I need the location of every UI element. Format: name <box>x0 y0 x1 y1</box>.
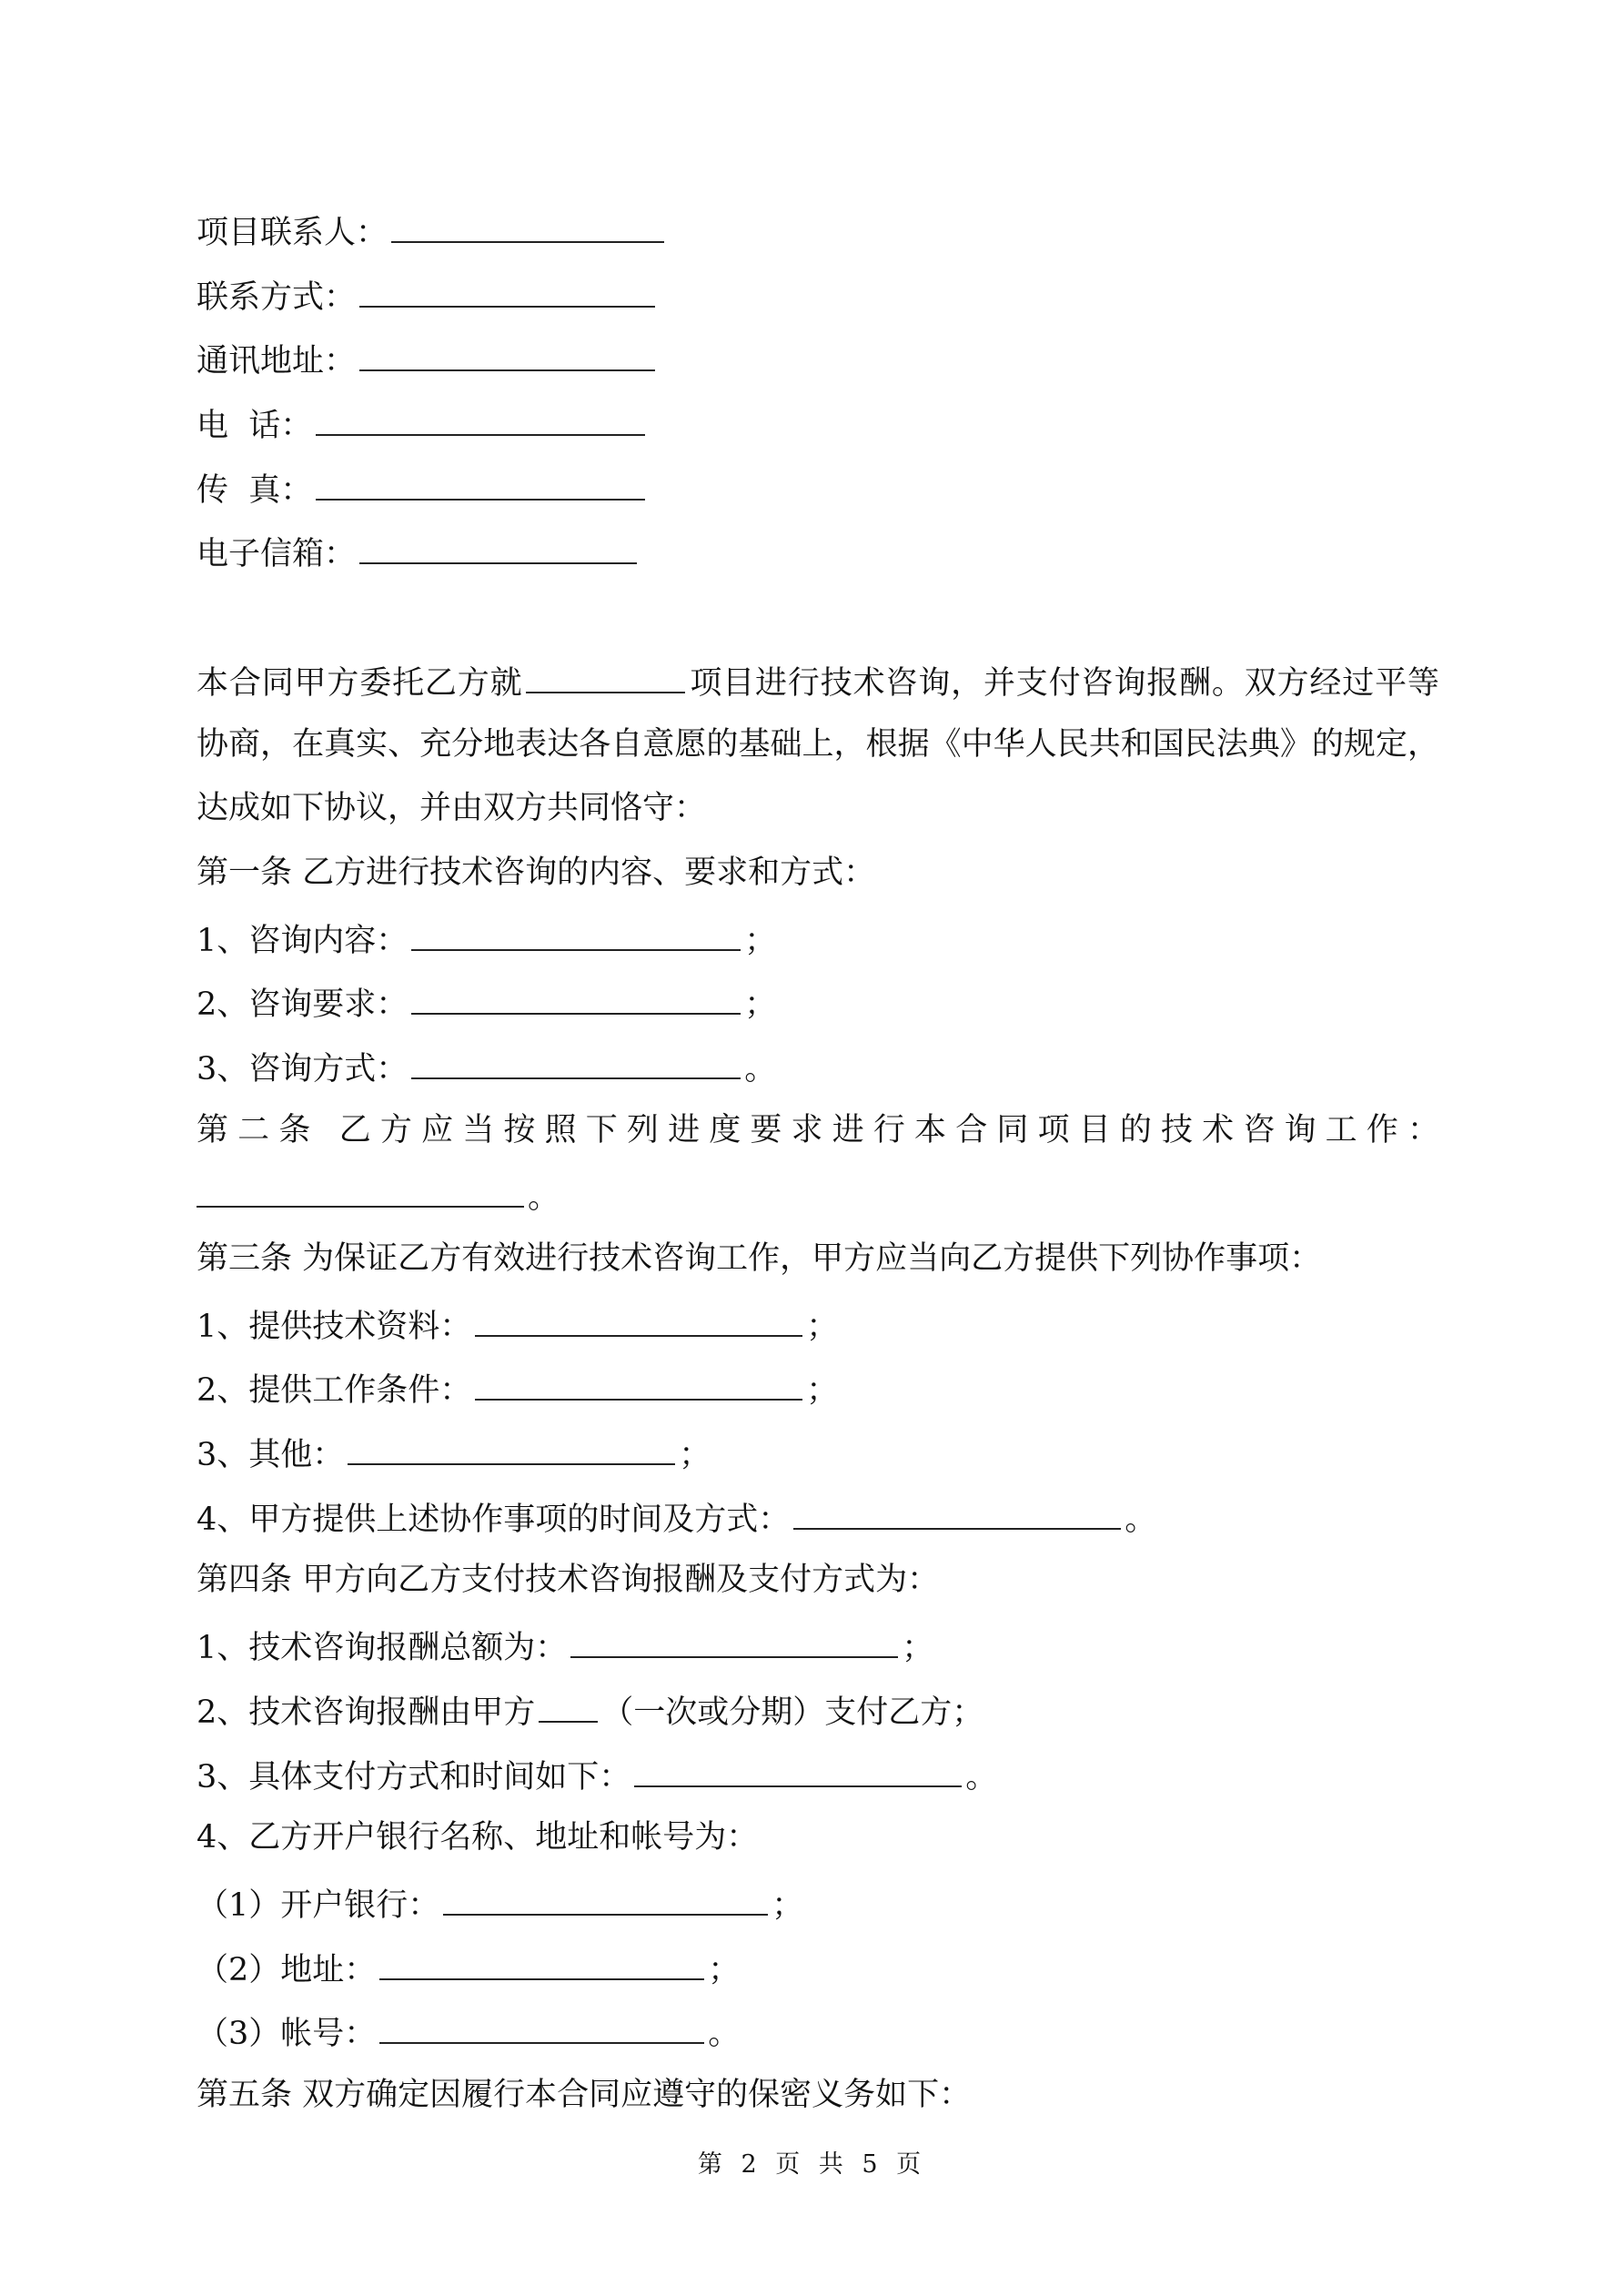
punct: ； <box>744 986 777 1024</box>
article-3-item <box>197 1355 1439 1420</box>
article-4-item <box>197 1742 1439 1806</box>
fill-blank[interactable] <box>348 1420 675 1465</box>
article-3-title: 第三条 为保证乙方有效进行技术咨询工作，甲方应当向乙方提供下列协作事项： <box>197 1240 1322 1277</box>
punct: ； <box>806 1372 839 1410</box>
bank-item <box>197 1870 1439 1935</box>
label: 电子信箱： <box>197 536 357 573</box>
punct: ； <box>679 1437 711 1474</box>
punct: ； <box>708 1951 741 1988</box>
label: 3、具体支付方式和时间如下： <box>197 1758 631 1795</box>
intro-line-3: 达成如下协议，并由双方共同恪守： <box>197 790 707 827</box>
fill-blank[interactable] <box>443 1870 768 1916</box>
article-4-item: 4、乙方开户银行名称、地址和帐号为： <box>197 1819 759 1856</box>
label: 1、咨询内容： <box>197 922 409 959</box>
fill-blank[interactable] <box>359 519 637 564</box>
bank-item <box>197 1998 1439 2063</box>
article-2-title: 第二条 乙方应当按照下列进度要求进行本合同项目的技术咨询工作： <box>197 1111 1439 1148</box>
field-project-contact <box>197 197 1439 262</box>
article-1-item <box>197 969 1439 1034</box>
bank-item <box>197 1935 1439 1999</box>
field-fax <box>197 455 1439 520</box>
fill-blank[interactable] <box>526 648 685 693</box>
fill-blank[interactable] <box>570 1613 898 1658</box>
text: 项目进行技术咨询，并支付咨询报酬。双方经过平等 <box>689 664 1439 702</box>
punct: 。 <box>965 1758 998 1795</box>
fill-blank[interactable] <box>359 262 655 308</box>
page-number: 第 2 页 共 5 页 <box>697 2150 927 2179</box>
field-phone <box>197 390 1439 455</box>
label: （1）开户银行： <box>197 1886 440 1924</box>
document-body <box>197 197 1439 2128</box>
label: 2、技术咨询报酬由甲方 <box>197 1694 536 1731</box>
spacer <box>197 583 1439 648</box>
article-1-item <box>197 1034 1439 1098</box>
label: 2、咨询要求： <box>197 986 409 1024</box>
fill-blank[interactable] <box>475 1291 802 1337</box>
fill-blank[interactable] <box>634 1742 962 1787</box>
fill-blank[interactable] <box>391 197 664 243</box>
fill-blank[interactable] <box>411 1034 741 1079</box>
article-3-item <box>197 1484 1439 1549</box>
text: （一次或分期）支付乙方； <box>601 1694 984 1731</box>
label: 1、技术咨询报酬总额为： <box>197 1630 568 1667</box>
article-2-blank <box>197 1162 1439 1227</box>
intro-line-2: 协商，在真实、充分地表达各自意愿的基础上，根据《中华人民共和国民法典》的规定， <box>197 725 1439 763</box>
article-1-title: 第一条 乙方进行技术咨询的内容、要求和方式： <box>197 854 876 891</box>
article-1-item <box>197 905 1439 970</box>
punct: 。 <box>528 1179 560 1217</box>
fill-blank[interactable] <box>316 455 645 501</box>
article-3-item <box>197 1420 1439 1484</box>
field-address <box>197 326 1439 390</box>
label: 传 真： <box>197 471 313 509</box>
punct: 。 <box>744 1050 777 1087</box>
label: 1、提供技术资料： <box>197 1308 472 1345</box>
label: 通讯地址： <box>197 343 357 380</box>
fill-blank[interactable] <box>197 1162 524 1208</box>
fill-blank[interactable] <box>359 326 655 371</box>
punct: 。 <box>1125 1501 1157 1538</box>
label: 3、咨询方式： <box>197 1050 409 1087</box>
label: 3、其他： <box>197 1437 345 1474</box>
fill-blank[interactable] <box>379 1935 704 1980</box>
label: （2）地址： <box>197 1951 377 1988</box>
fill-blank[interactable] <box>411 969 741 1015</box>
label: 4、甲方提供上述协作事项的时间及方式： <box>197 1501 791 1538</box>
punct: ； <box>772 1886 804 1924</box>
label: 电 话： <box>197 408 313 445</box>
text: 本合同甲方委托乙方就 <box>197 664 523 702</box>
punct: ； <box>902 1630 934 1667</box>
punct: ； <box>806 1308 839 1345</box>
intro-line-1 <box>197 648 1439 713</box>
article-3-item <box>197 1291 1439 1356</box>
punct: 。 <box>708 2016 741 2053</box>
article-4-title: 第四条 甲方向乙方支付技术咨询报酬及支付方式为： <box>197 1562 940 1599</box>
label: 2、提供工作条件： <box>197 1372 472 1410</box>
fill-blank[interactable] <box>793 1484 1121 1530</box>
field-email <box>197 519 1439 583</box>
fill-blank[interactable] <box>379 1998 704 2044</box>
article-4-item <box>197 1613 1439 1677</box>
article-4-item <box>197 1677 1439 1742</box>
label: 项目联系人： <box>197 215 388 251</box>
label: （3）帐号： <box>197 2016 377 2053</box>
fill-blank[interactable] <box>411 905 741 951</box>
fill-blank[interactable] <box>316 390 645 436</box>
article-5-title: 第五条 双方确定因履行本合同应遵守的保密义务如下： <box>197 2076 972 2113</box>
punct: ； <box>744 922 777 959</box>
fill-blank[interactable] <box>539 1677 598 1723</box>
fill-blank[interactable] <box>475 1355 802 1401</box>
label: 联系方式： <box>197 278 357 316</box>
field-contact-method <box>197 262 1439 327</box>
